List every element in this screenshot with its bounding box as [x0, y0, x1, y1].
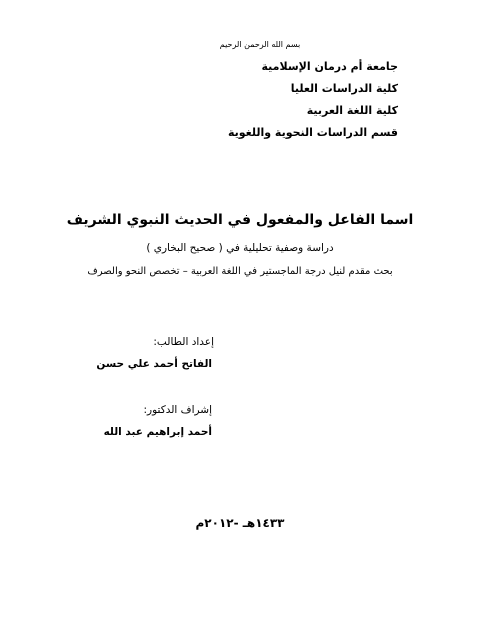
basmala: بسم الله الرحمن الرحيم	[219, 40, 301, 49]
thesis-subtitle: دراسة وصفية تحليلية في ( صحيح البخاري )	[146, 242, 334, 254]
faculty-name: كلية اللغة العربية	[306, 104, 398, 117]
preparation-label: إعداد الطالب:	[153, 336, 214, 348]
thesis-purpose: بحث مقدم لنيل درجة الماجستير في اللغة العربية – تخصص النحو والصرف	[87, 266, 393, 277]
university-name: جامعة أم درمان الإسلامية	[261, 60, 398, 73]
department-name: قسم الدراسات النحوية واللغوية	[227, 126, 398, 139]
college-name: كلية الدراسات العليا	[290, 82, 398, 95]
supervision-label: إشراف الدكتور:	[143, 404, 212, 416]
student-name: الفاتح أحمد علي حسن	[96, 358, 212, 370]
thesis-date: ١٤٣٣هـ -٢٠١٢م	[195, 516, 285, 530]
supervisor-name: أحمد إبراهيم عبد الله	[103, 426, 212, 438]
thesis-title: اسما الفاعل والمفعول في الحديث النبوي الشريف	[66, 212, 414, 228]
